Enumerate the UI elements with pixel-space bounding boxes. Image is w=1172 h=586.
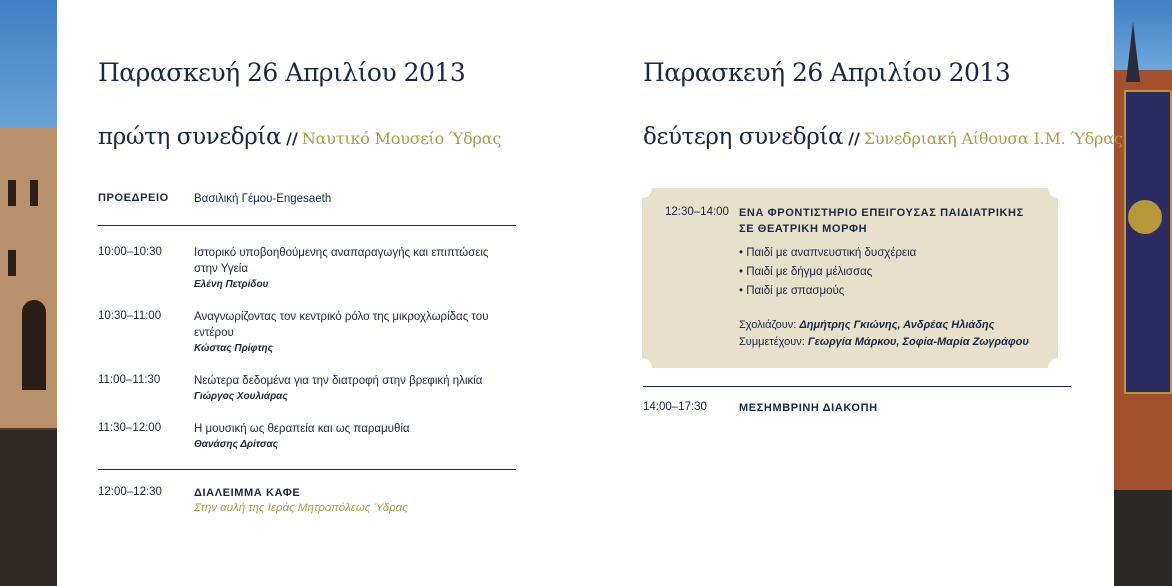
building-window xyxy=(30,180,38,206)
workshop-bullet: • Παιδί με δήγμα μέλισσας xyxy=(739,266,873,278)
card-corner-notch xyxy=(632,178,652,198)
item-speaker: Γιώργος Χουλιάρας xyxy=(194,391,288,402)
card-corner-notch xyxy=(632,358,652,378)
right-date-heading: Παρασκευή 26 Απριλίου 2013 xyxy=(643,58,1011,87)
left-photo-strip xyxy=(0,0,57,586)
item-speaker: Κώστας Πρίφτης xyxy=(194,343,273,354)
commentators-line xyxy=(739,319,995,331)
workshop-bullet: • Παιδί με σπασμούς xyxy=(739,285,845,297)
break-time: 12:00–12:30 xyxy=(98,486,162,498)
left-session-title xyxy=(98,124,501,150)
item-speaker: Ελένη Πετρίδου xyxy=(194,279,269,290)
item-time: 11:00–11:30 xyxy=(98,374,161,386)
lunch-time: 14:00–17:30 xyxy=(643,401,707,413)
participants-label: Συμμετέχουν: xyxy=(739,336,805,348)
workshop-title-line2: ΣΕ ΘΕΑΤΡΙΚΗ ΜΟΡΦΗ xyxy=(739,223,868,235)
right-session-title xyxy=(643,124,1123,150)
separator-slashes: // xyxy=(286,129,298,148)
item-speaker: Θανάσης Δρίτσας xyxy=(194,439,279,450)
item-time: 10:00–10:30 xyxy=(98,246,162,258)
workshop-card xyxy=(642,188,1058,368)
item-title: Νεώτερα δεδομένα για την διατροφή στην βρεφική ηλικία xyxy=(194,375,483,387)
session-venue: Ναυτικό Μουσείο Ύδρας xyxy=(301,129,502,148)
commentators-names: Δημήτρης Γκιώνης, Ανδρέας Ηλιάδης xyxy=(799,319,995,331)
museum-banner xyxy=(1124,90,1172,394)
session-name: πρώτη συνεδρία xyxy=(98,124,282,150)
item-title: Αναγνωρίζοντας τον κεντρικό ρόλο της μικροχλωρίδας του εντέρου xyxy=(194,311,489,339)
chair-label: ΠΡΟΕΔΡΕΙΟ xyxy=(98,192,169,204)
workshop-title-line1: ΕΝΑ ΦΡΟΝΤΙΣΤΗΡΙΟ ΕΠΕΙΓΟΥΣΑΣ ΠΑΙΔΙΑΤΡΙΚΗΣ xyxy=(739,207,1024,219)
item-title: Η μουσική ως θεραπεία και ως παραμυθία xyxy=(194,423,410,435)
item-time: 10:30–11:00 xyxy=(98,310,162,322)
lunch-title: ΜΕΣΗΜΒΡΙΝΗ ΔΙΑΚΟΠΗ xyxy=(739,402,878,414)
break-place: Στην αυλή της Ιεράς Μητροπόλεως Ύδρας xyxy=(194,502,408,514)
banner-seal xyxy=(1128,200,1162,234)
participants-line xyxy=(739,336,1029,348)
workshop-bullet: • Παιδί με αναπνευστική δυσχέρεια xyxy=(739,247,917,259)
building-doorway xyxy=(22,300,46,390)
workshop-time: 12:30–14:00 xyxy=(665,206,729,218)
commentators-label: Σχολιάζουν: xyxy=(739,319,797,331)
break-title: ΔΙΑΛΕΙΜΜΑ ΚΑΦΕ xyxy=(194,487,301,499)
divider xyxy=(98,225,516,226)
item-title: Ιστορικό υποβοηθούμενης αναπαραγωγής και επιπτώσεις στην Υγεία xyxy=(194,247,489,275)
card-corner-notch xyxy=(1048,178,1068,198)
right-photo-strip xyxy=(1114,0,1172,586)
bell-tower xyxy=(1126,22,1140,82)
item-time: 11:30–12:00 xyxy=(98,422,162,434)
building-window xyxy=(8,250,16,276)
building-window xyxy=(8,180,16,206)
divider xyxy=(98,469,516,470)
separator-slashes: // xyxy=(848,129,860,148)
session-name: δεύτερη συνεδρία xyxy=(643,124,844,150)
courtyard-ground xyxy=(0,430,57,586)
divider xyxy=(643,386,1071,387)
participants-names: Γεωργία Μάρκου, Σοφία-Μαρία Ζωγράφου xyxy=(807,336,1029,348)
left-date-heading: Παρασκευή 26 Απριλίου 2013 xyxy=(98,58,466,87)
courtyard-ground xyxy=(1114,490,1172,586)
session-venue: Συνεδριακή Αίθουσα Ι.Μ. Ύδρας xyxy=(863,129,1123,148)
chair-name: Βασιλική Γέμου-Engesaeth xyxy=(194,193,332,205)
card-corner-notch xyxy=(1048,358,1068,378)
